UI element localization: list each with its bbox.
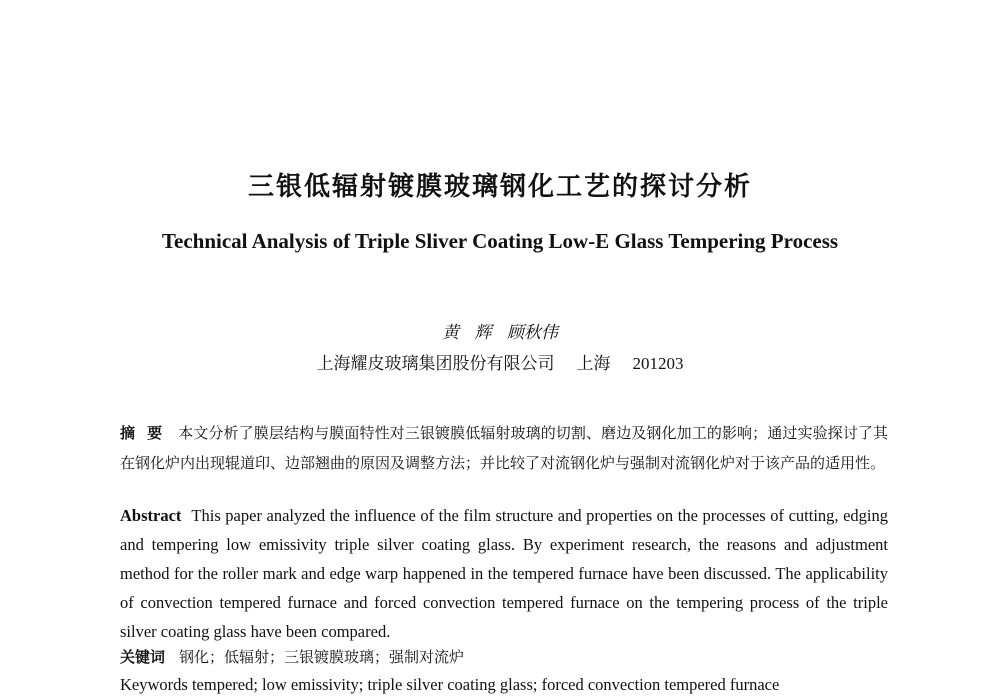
abstract-chinese bbox=[120, 418, 888, 478]
abstract-chinese-text: 本文分析了膜层结构与膜面特性对三银镀膜低辐射玻璃的切割、磨边及钢化加工的影响；通过实验探讨了其在钢化炉内出现辊道印、边部翘曲的原因及调整方法；并比较了对流钢化炉与强制对流钢化炉对于该产品的适用性。 bbox=[120, 424, 888, 472]
abstract-english-text: This paper analyzed the influence of the film structure and properties on the processes of cutting, edging and tempering low emissivity triple silver coating glass. By experiment research, the reasons and adjustment method for the roller mark and edge warp happened in the tempered furnace have been discussed. The applicability of convection tempered furnace and forced convection tempered furnace on the tempering process of the triple silver coating glass have been compared. bbox=[120, 506, 888, 641]
affiliation-postcode: 201203 bbox=[632, 354, 684, 373]
abstract-english bbox=[120, 501, 888, 646]
keywords-english: Keywords tempered; low emissivity; triple silver coating glass; forced convection tempered furnace bbox=[120, 675, 780, 694]
affiliation-city: 上海 bbox=[576, 354, 611, 374]
paper-title-english: Technical Analysis of Triple Sliver Coating Low-E Glass Tempering Process bbox=[161, 229, 839, 253]
abstract-chinese-label: 摘要 bbox=[120, 424, 175, 442]
affiliation-organization: 上海耀皮玻璃集团股份有限公司 bbox=[316, 354, 555, 374]
keywords-chinese bbox=[120, 643, 888, 671]
keywords-chinese-label: 关键词 bbox=[120, 648, 166, 666]
abstract-english-label: Abstract bbox=[120, 506, 182, 525]
keywords-chinese-text: 钢化；低辐射；三银镀膜玻璃；强制对流炉 bbox=[179, 648, 465, 666]
paper-title-chinese: 三银低辐射镀膜玻璃钢化工艺的探讨分析 bbox=[247, 172, 752, 202]
author-list: 黄 辉 顾秋伟 bbox=[442, 323, 558, 343]
author-affiliation bbox=[0, 349, 1000, 374]
